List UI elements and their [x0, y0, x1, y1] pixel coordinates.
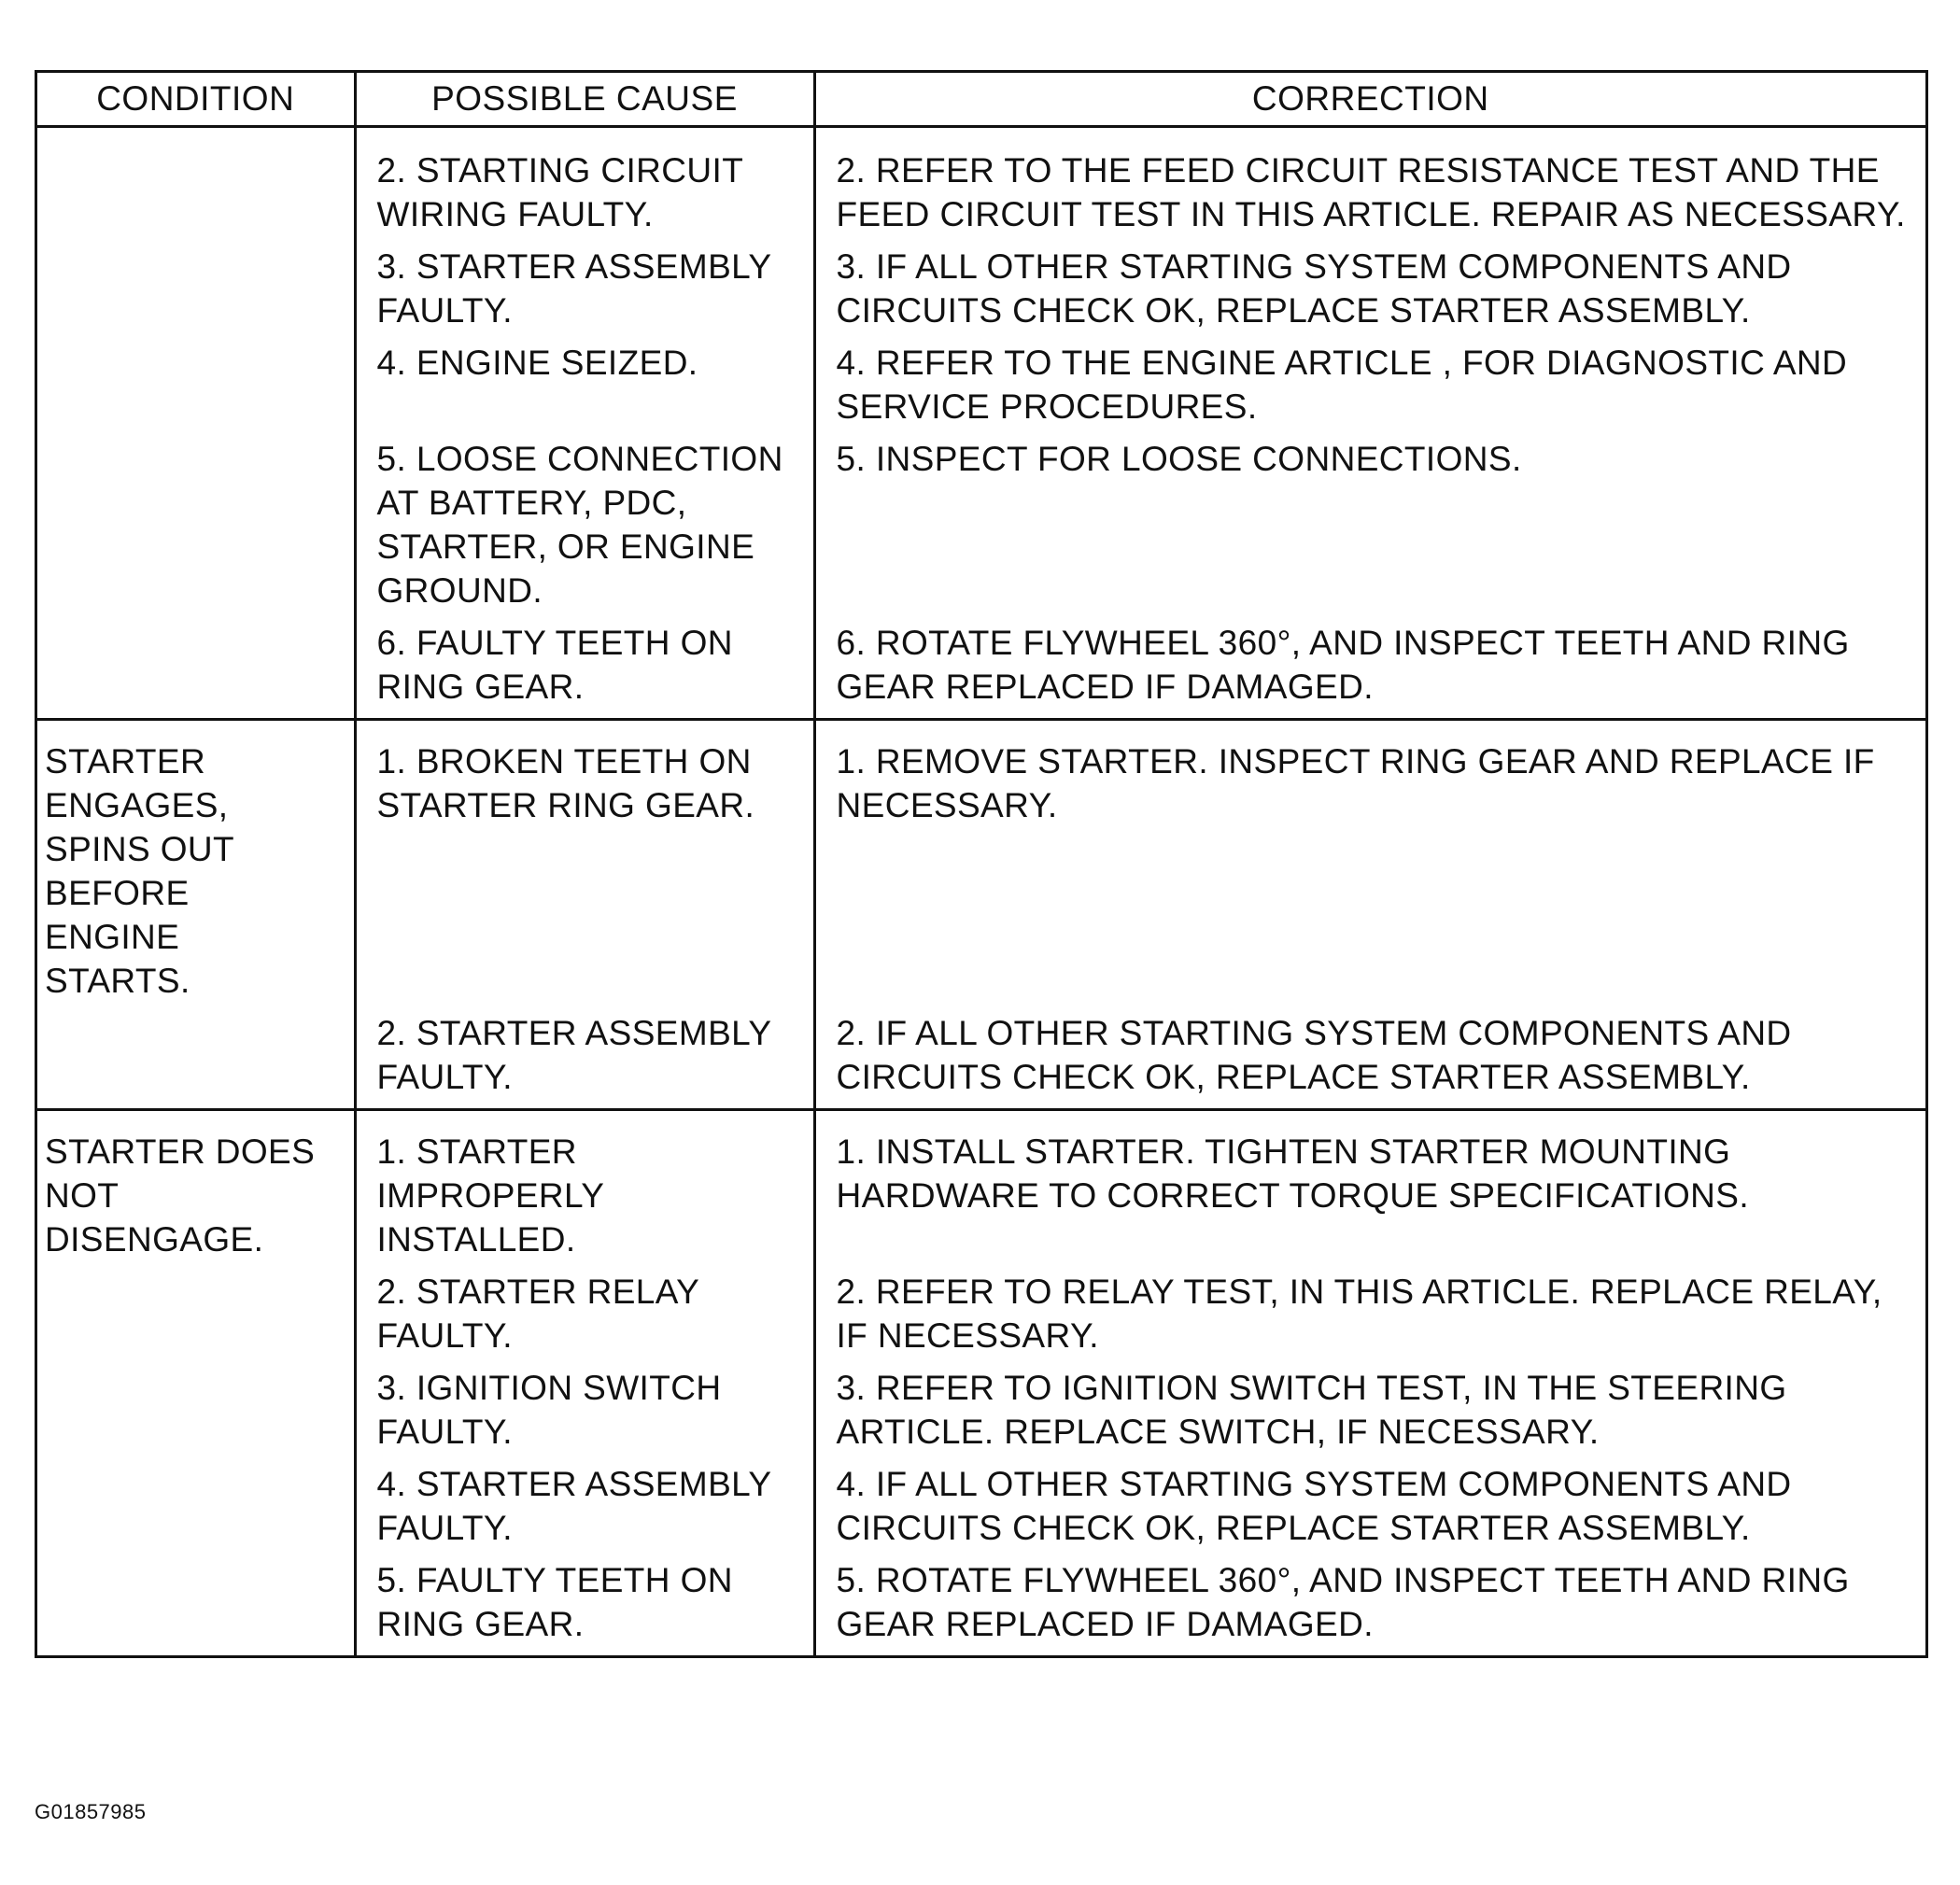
figure-id: G01857985: [35, 1800, 147, 1823]
correction-cell: 5. ROTATE FLYWHEEL 360°, AND INSPECT TEETH AND RING GEAR REPLACED IF DAMAGED.: [814, 1550, 1925, 1655]
condition-cell: STARTER DOES NOT DISENGAGE.: [37, 1110, 355, 1656]
header-row: [37, 73, 1925, 127]
correction-cell: 2. IF ALL OTHER STARTING SYSTEM COMPONENTS AND CIRCUITS CHECK OK, REPLACE STARTER ASSEMBLY.: [814, 1003, 1925, 1110]
correction-cell: 2. REFER TO THE FEED CIRCUIT RESISTANCE TEST AND THE FEED CIRCUIT TEST IN THIS ARTICLE. REPAIR AS NECESSARY.: [814, 127, 1925, 237]
header-correction: CORRECTION: [814, 73, 1925, 127]
correction-cell: 4. IF ALL OTHER STARTING SYSTEM COMPONENTS AND CIRCUITS CHECK OK, REPLACE STARTER ASSEMBLY.: [814, 1454, 1925, 1550]
cause-cell: 5. LOOSE CONNECTION AT BATTERY, PDC, STARTER, OR ENGINE GROUND.: [355, 429, 814, 612]
correction-cell: 1. REMOVE STARTER. INSPECT RING GEAR AND REPLACE IF NECESSARY.: [814, 720, 1925, 1004]
table-row: [37, 1110, 1925, 1262]
correction-cell: 3. REFER TO IGNITION SWITCH TEST, IN THE STEERING ARTICLE. REPLACE SWITCH, IF NECESSARY.: [814, 1357, 1925, 1454]
diagnosis-table-frame: [35, 70, 1928, 1658]
condition-cell: STARTER ENGAGES, SPINS OUT BEFORE ENGINE STARTS.: [37, 720, 355, 1110]
cause-cell: 4. ENGINE SEIZED.: [355, 332, 814, 429]
table-body: [37, 127, 1925, 1656]
cause-cell: 2. STARTING CIRCUIT WIRING FAULTY.: [355, 127, 814, 237]
correction-cell: 1. INSTALL STARTER. TIGHTEN STARTER MOUNTING HARDWARE TO CORRECT TORQUE SPECIFICATIONS.: [814, 1110, 1925, 1262]
cause-cell: 1. STARTER IMPROPERLY INSTALLED.: [355, 1110, 814, 1262]
correction-cell: 2. REFER TO RELAY TEST, IN THIS ARTICLE. REPLACE RELAY, IF NECESSARY.: [814, 1261, 1925, 1357]
correction-cell: 6. ROTATE FLYWHEEL 360°, AND INSPECT TEETH AND RING GEAR REPLACED IF DAMAGED.: [814, 612, 1925, 720]
cause-cell: 5. FAULTY TEETH ON RING GEAR.: [355, 1550, 814, 1655]
cause-cell: 4. STARTER ASSEMBLY FAULTY.: [355, 1454, 814, 1550]
correction-cell: 5. INSPECT FOR LOOSE CONNECTIONS.: [814, 429, 1925, 612]
table-row: [37, 720, 1925, 1004]
header-possible-cause: POSSIBLE CAUSE: [355, 73, 814, 127]
cause-cell: 3. STARTER ASSEMBLY FAULTY.: [355, 236, 814, 332]
table-row: [37, 127, 1925, 237]
cause-cell: 3. IGNITION SWITCH FAULTY.: [355, 1357, 814, 1454]
header-condition: CONDITION: [37, 73, 355, 127]
cause-cell: 6. FAULTY TEETH ON RING GEAR.: [355, 612, 814, 720]
diagnosis-table: [37, 73, 1925, 1655]
table-header: [37, 73, 1925, 127]
cause-cell: 2. STARTER RELAY FAULTY.: [355, 1261, 814, 1357]
cause-cell: 2. STARTER ASSEMBLY FAULTY.: [355, 1003, 814, 1110]
cause-cell: 1. BROKEN TEETH ON STARTER RING GEAR.: [355, 720, 814, 1004]
condition-cell: [37, 127, 355, 720]
correction-cell: 4. REFER TO THE ENGINE ARTICLE , FOR DIAGNOSTIC AND SERVICE PROCEDURES.: [814, 332, 1925, 429]
correction-cell: 3. IF ALL OTHER STARTING SYSTEM COMPONENTS AND CIRCUITS CHECK OK, REPLACE STARTER ASSEMBLY.: [814, 236, 1925, 332]
